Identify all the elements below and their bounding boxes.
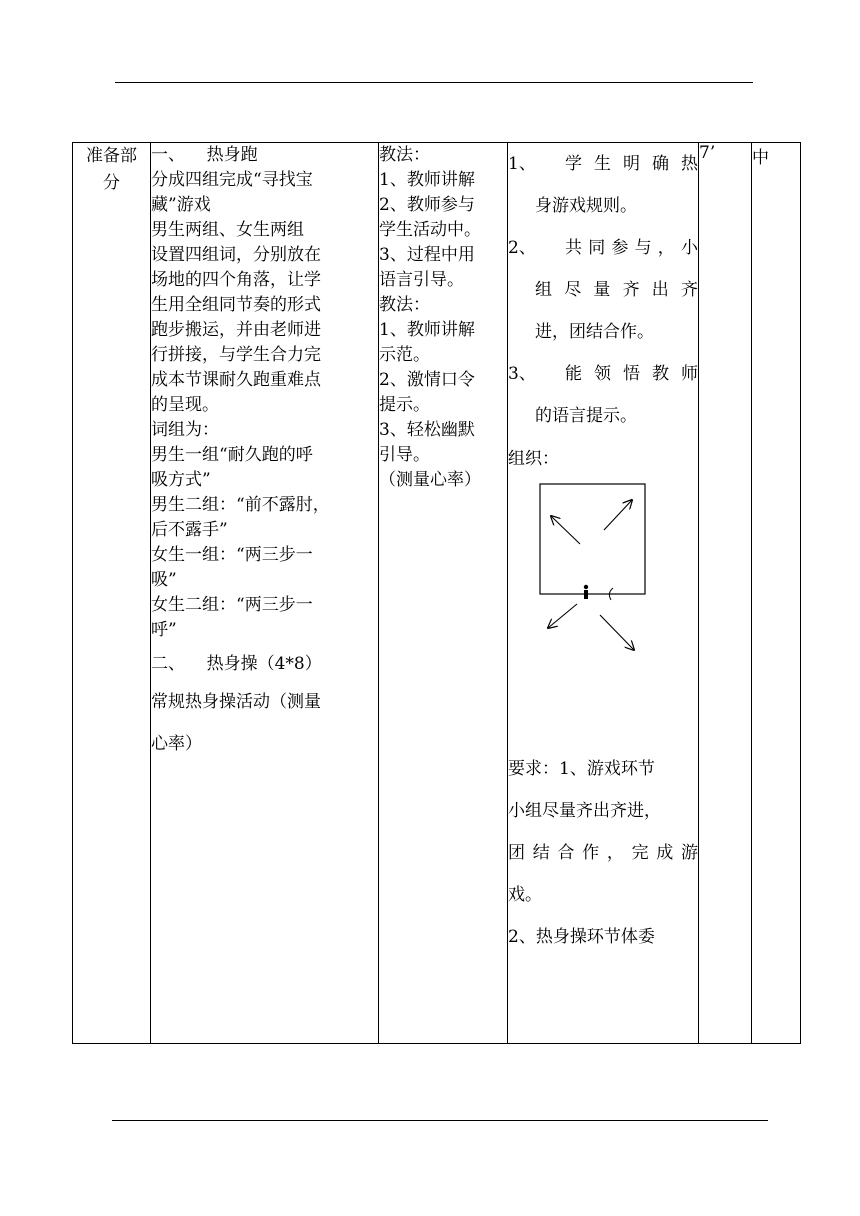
time-value: 7’ [699, 143, 716, 163]
method-line: 教法： [379, 145, 430, 165]
method-line: 1、教师讲解 [379, 170, 475, 190]
arrow-down-right-icon [600, 615, 634, 650]
goal-line: 进，团结合作。 [535, 322, 654, 342]
teacher-figure-icon [584, 585, 588, 599]
goal-item [508, 227, 698, 353]
content-line: 的呈现。 [151, 395, 219, 415]
requirement-line: 2、热身操环节体委 [508, 927, 655, 947]
part-label-line1: 准备部 [86, 146, 137, 166]
part-label-line2: 分 [103, 173, 120, 193]
content-line: 吸” [151, 570, 177, 590]
formation-diagram [534, 480, 664, 660]
content-line: 男生一组“耐久跑的呼 [151, 445, 313, 465]
method-line: 引导。 [379, 445, 430, 465]
content-line: 男生二组：“前不露肘， [151, 495, 330, 515]
goal-line: 学生明确热 [565, 154, 698, 174]
content-line: 生用全组同节奏的形式 [151, 295, 321, 315]
goal-number: 1、 [508, 154, 536, 174]
method-line: 3、轻松幽默 [379, 420, 475, 440]
field-square [540, 484, 645, 594]
footer-rule [112, 1120, 768, 1121]
goal-line: 组尽量齐出齐 [535, 280, 698, 300]
requirements [508, 748, 698, 958]
content-line: 跑步搬运，并由老师进 [151, 320, 321, 340]
content-line: 场地的四个角落，让学 [151, 270, 321, 290]
goal-line: 身游戏规则。 [535, 196, 637, 216]
section1-title: 一、 热身跑 [151, 145, 258, 165]
requirement-line: 小组尽量齐出齐进， [508, 801, 661, 821]
content-line: 分成四组完成“寻找宝 [151, 170, 313, 190]
content-line: 吸方式” [151, 470, 211, 490]
part-cell [73, 143, 151, 1044]
method-line: 3、过程中用 [379, 245, 475, 265]
method-line: 2、教师参与 [379, 195, 475, 215]
content-line: 行拼接，与学生合力完 [151, 345, 321, 365]
content-cell [151, 143, 379, 1044]
goal-line: 的语言提示。 [535, 406, 637, 426]
content-line: 男生两组、女生两组 [151, 220, 304, 240]
content-line: 心率） [151, 734, 202, 754]
section2-title: 二、 热身操（4*8） [151, 654, 322, 674]
header-rule [115, 82, 753, 83]
organization-label: 组织： [508, 449, 559, 469]
method-line: 1、教师讲解 [379, 320, 475, 340]
goal-number: 3、 [508, 364, 536, 384]
goal-line: 能领悟教师 [565, 364, 698, 384]
method-line: 示范。 [379, 345, 430, 365]
content-line: 呼” [151, 620, 177, 640]
method-line: 提示。 [379, 395, 430, 415]
goal-line: 共同参与，小 [565, 238, 698, 258]
goals-cell [508, 143, 699, 1044]
goal-item [508, 353, 698, 437]
method-line: 2、激情口令 [379, 370, 475, 390]
method-line: 教法： [379, 295, 430, 315]
content-line: 藏”游戏 [151, 195, 211, 215]
time-cell [699, 143, 752, 1044]
lesson-plan-table [72, 142, 801, 1044]
content-line: 成本节课耐久跑重难点 [151, 370, 321, 390]
requirement-line: 要求：1、游戏环节 [508, 759, 655, 779]
arrow-up-left-icon [551, 516, 580, 544]
method-line: （测量心率） [379, 470, 481, 490]
goal-number: 2、 [508, 238, 536, 258]
intensity-value: 中 [752, 148, 769, 168]
requirement-line: 团结合作，完成游 [508, 843, 698, 863]
table-row [73, 143, 801, 1044]
content-line: 设置四组词，分别放在 [151, 245, 321, 265]
content-line: 词组为： [151, 420, 219, 440]
content-line: 女生一组：“两三步一 [151, 545, 313, 565]
arrow-up-right-icon [604, 500, 632, 530]
requirement-line: 戏。 [508, 885, 542, 905]
intensity-cell [752, 143, 801, 1044]
method-line: 学生活动中。 [379, 220, 481, 240]
method-cell [379, 143, 508, 1044]
content-line: 常规热身操活动（测量 [151, 692, 321, 712]
method-line: 语言引导。 [379, 270, 464, 290]
content-line: 女生二组：“两三步一 [151, 595, 313, 615]
arrow-down-left-icon [548, 604, 577, 628]
content-line: 后不露手” [151, 520, 228, 540]
goal-item [508, 143, 698, 227]
